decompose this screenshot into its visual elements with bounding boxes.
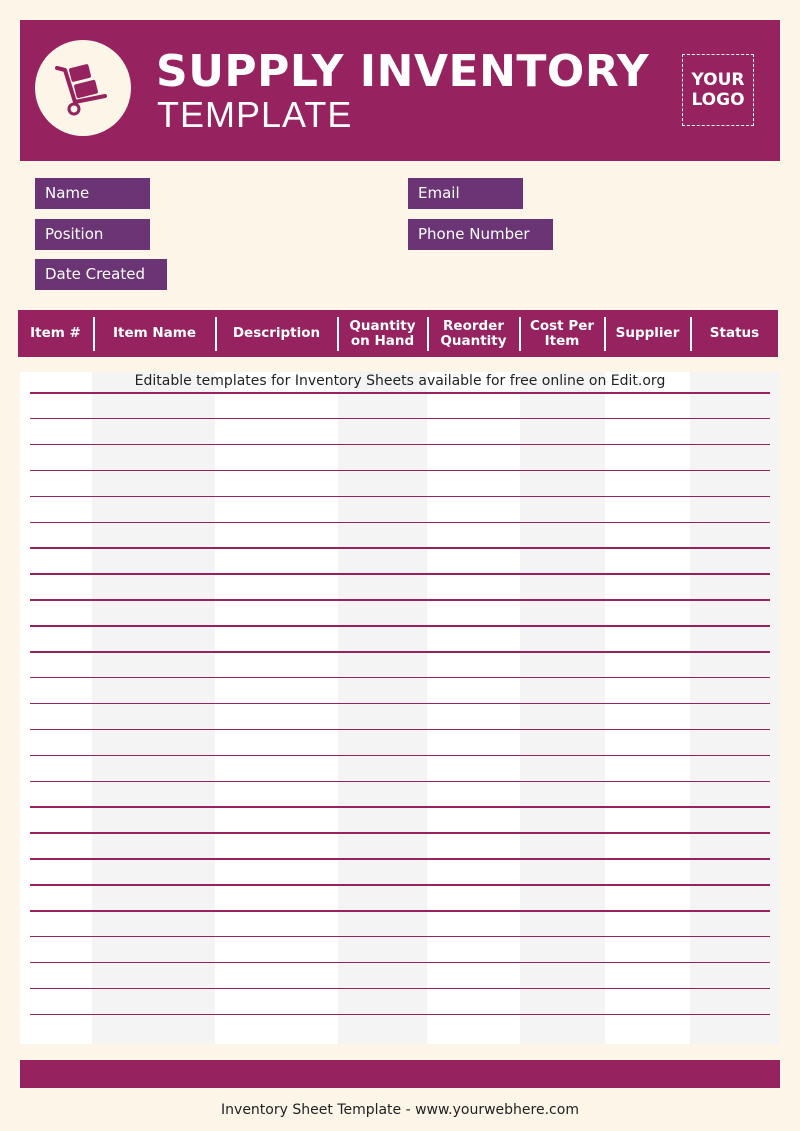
row-line	[30, 444, 770, 446]
row-line	[30, 936, 770, 938]
footer-text: Inventory Sheet Template - www.yourwebhere.com	[221, 1102, 579, 1118]
column-header-item-number: Item #	[30, 325, 81, 341]
row-line	[30, 677, 770, 679]
row-line	[30, 651, 770, 653]
page-title: SUPPLY INVENTORY	[156, 46, 650, 97]
footer-bar	[20, 1060, 780, 1088]
column-header-description: Description	[232, 325, 321, 341]
table-body	[20, 372, 780, 1044]
row-line	[30, 470, 770, 472]
row-line	[30, 832, 770, 834]
row-line	[30, 599, 770, 601]
row-line	[30, 781, 770, 783]
hand-truck-icon	[53, 58, 113, 118]
name-field[interactable]: Name	[35, 178, 150, 209]
column-header-item-name: Item Name	[112, 325, 197, 341]
row-line	[30, 418, 770, 420]
row-line	[30, 755, 770, 757]
column-header-supplier: Supplier	[615, 325, 680, 341]
row-line	[30, 547, 770, 549]
table-header	[18, 310, 778, 357]
row-line	[30, 573, 770, 575]
row-line	[30, 625, 770, 627]
column-stripe	[338, 372, 427, 1044]
row-line	[30, 522, 770, 524]
row-line	[30, 884, 770, 886]
row-line	[30, 392, 770, 394]
row-line	[30, 703, 770, 705]
row-line	[30, 496, 770, 498]
column-header-reorder-quantity: Reorder Quantity	[440, 317, 507, 349]
row-line	[30, 988, 770, 990]
logo-text-line2: LOGO	[691, 90, 745, 110]
row-line	[30, 729, 770, 731]
row-line	[30, 806, 770, 808]
column-header-quantity-on-hand: Quantity on Hand	[349, 317, 416, 349]
position-field[interactable]: Position	[35, 219, 150, 250]
email-field[interactable]: Email	[408, 178, 523, 209]
logo-placeholder	[682, 54, 754, 126]
date-created-field[interactable]: Date Created	[35, 259, 167, 290]
logo-text-line1: YOUR	[691, 70, 745, 90]
page-subtitle: TEMPLATE	[157, 94, 353, 135]
phone-number-field[interactable]: Phone Number	[408, 219, 553, 250]
row-line	[30, 858, 770, 860]
icon-badge	[35, 40, 131, 136]
column-stripe	[520, 372, 605, 1044]
table-note: Editable templates for Inventory Sheets available for free online on Edit.org	[134, 373, 666, 389]
row-line	[30, 962, 770, 964]
header-banner	[20, 20, 780, 161]
column-header-status: Status	[709, 325, 760, 341]
row-line	[30, 910, 770, 912]
row-line	[30, 1014, 770, 1016]
column-stripe	[92, 372, 215, 1044]
column-stripe	[690, 372, 780, 1044]
column-header-cost-per-item: Cost Per Item	[529, 317, 595, 349]
